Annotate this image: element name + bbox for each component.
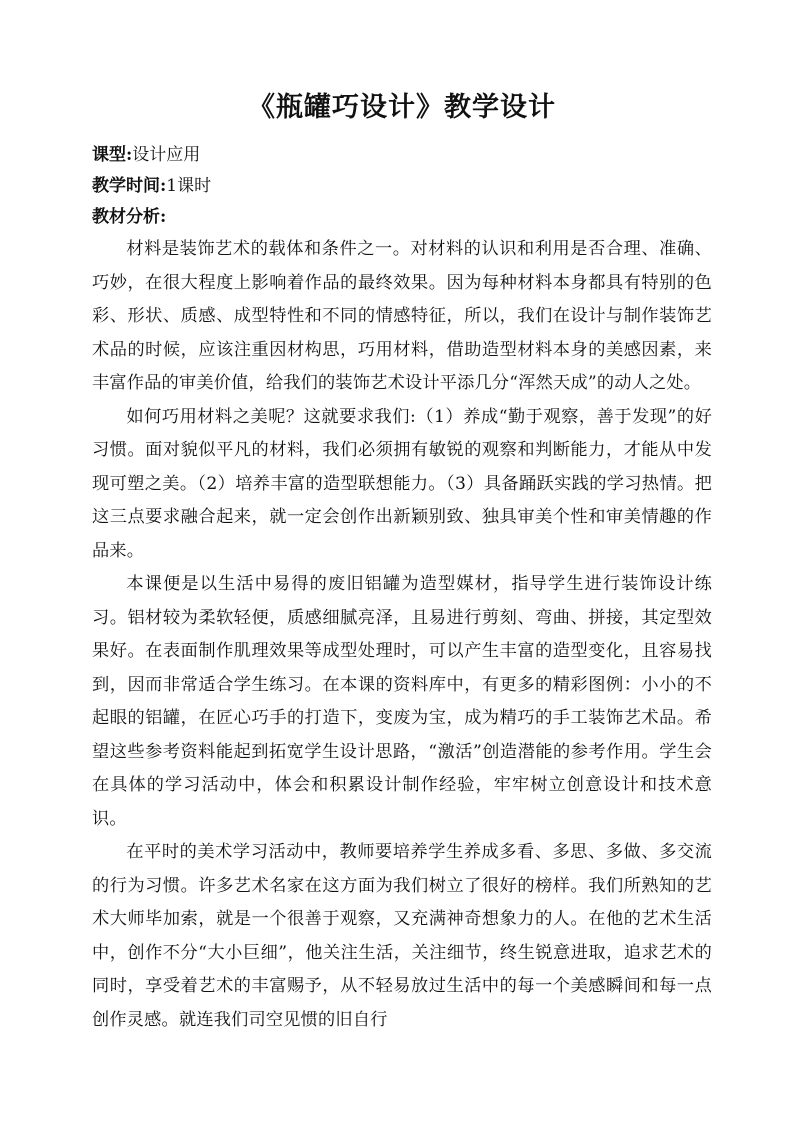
paragraph-habits: 在平时的美术学习活动中，教师要培养学生养成多看、多思、多做、多交流的行为习惯。许多艺术名家在这方面为我们树立了很好的榜样。我们所熟知的艺术大师毕加索，就是一个很善于观察，又充满神奇想象力的人。在他的艺术生活中，创作不分“大小巨细”，他关注生活，关注细节，终生锐意进取，追求艺术的同时，享受着艺术的丰富赐予，从不轻易放过生活中的每一个美感瞬间和每一点创作灵感。就连我们司空见惯的旧自行	[92, 842, 712, 1030]
teaching-time-label: 教学时间:	[92, 176, 167, 196]
document-page	[92, 88, 712, 1037]
teaching-time-line	[92, 171, 712, 202]
paragraph-material: 材料是装饰艺术的载体和条件之一。对材料的认识和利用是否合理、准确、巧妙，在很大程度上影响着作品的最终效果。因为每种材料本身都具有特别的色彩、形状、质感、成型特性和不同的情感特征，所以，我们在设计与制作装饰艺术品的时候，应该注重因材构思，巧用材料，借助造型材料本身的美感因素，来丰富作品的审美价值，给我们的装饰艺术设计平添几分“浑然天成”的动人之处。	[92, 239, 712, 393]
analysis-heading: 教材分析:	[92, 207, 167, 227]
document-title: 《瓶罐巧设计》教学设计	[248, 92, 556, 123]
paragraph-lesson: 本课便是以生活中易得的废旧铝罐为造型媒材，指导学生进行装饰设计练习。铝材较为柔软轻便，质感细腻亮泽，且易进行剪刻、弯曲、拼接，其定型效果好。在表面制作肌理效果等成型处理时，可以产生丰富的造型变化，且容易找到，因而非常适合学生练习。在本课的资料库中，有更多的精彩图例：小小的不起眼的铝罐，在匠心巧手的打造下，变废为宝，成为精巧的手工装饰艺术品。希望这些参考资料能起到拓宽学生设计思路，“激活”创造潜能的参考作用。学生会在具体的学习活动中，体会和积累设计制作经验，牢牢树立创意设计和技术意识。	[92, 574, 712, 829]
teaching-time-value: 1课时	[166, 176, 212, 196]
paragraph-how-to-use: 如何巧用材料之美呢？这就要求我们:（1）养成“勤于观察，善于发现”的好习惯。面对貌似平凡的材料，我们必须拥有敏锐的观察和判断能力，才能从中发现可塑之美。（2）培养丰富的造型联想能力。（3）具备踊跃实践的学习热情。把这三点要求融合起来，就一定会创作出新颖别致、独具审美个性和审美情趣的作品来。	[92, 406, 712, 561]
course-type-label: 课型:	[92, 145, 133, 165]
course-type-value: 设计应用	[132, 145, 201, 165]
course-type-line	[92, 140, 712, 171]
